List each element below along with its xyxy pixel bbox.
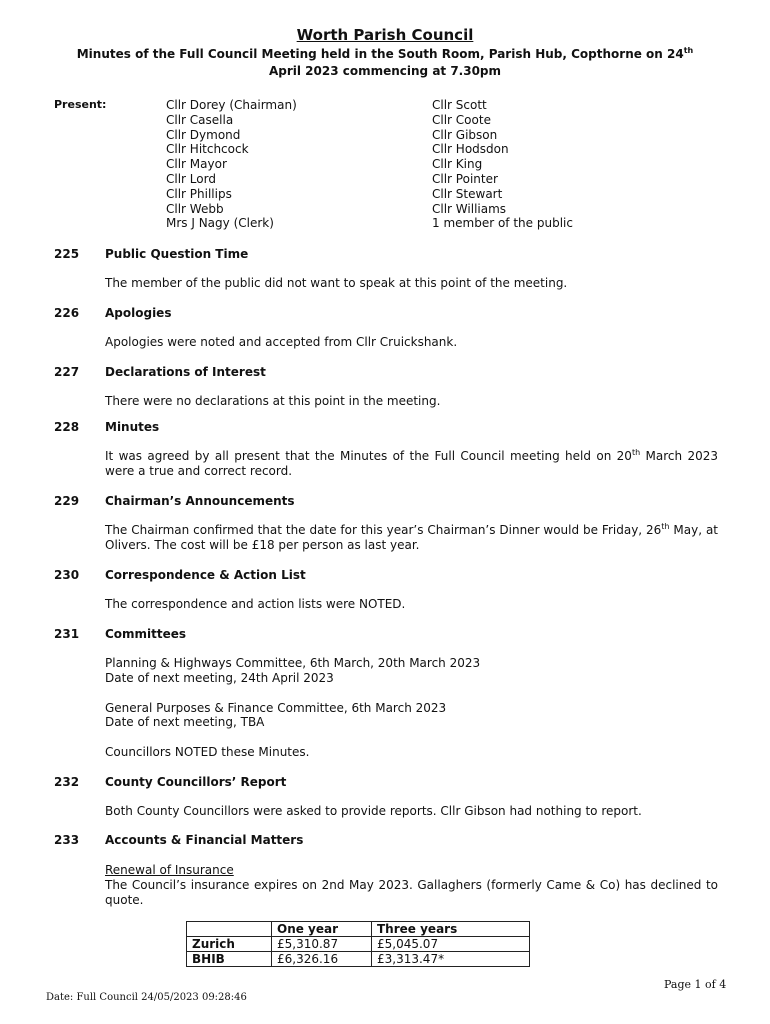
section-number: 230	[54, 568, 80, 582]
text-sup: th	[661, 522, 670, 531]
table-row	[187, 937, 530, 952]
attendee: Cllr Dymond	[166, 127, 241, 142]
table-header-row	[187, 922, 530, 937]
section-subheading: Renewal of Insurance	[105, 863, 234, 877]
section-text	[105, 523, 718, 553]
section-heading: Committees	[105, 627, 187, 641]
subtitle-sup: th	[683, 46, 694, 55]
present-list-right	[432, 98, 573, 231]
attendee: Cllr King	[432, 157, 483, 172]
section-number: 231	[54, 627, 80, 641]
present-list-left	[166, 98, 297, 231]
section-text: Date of next meeting, 24th April 2023	[105, 671, 334, 685]
section-text: Both County Councillors were asked to provide reports. Cllr Gibson had nothing to report.	[105, 804, 642, 818]
section-text: Date of next meeting, TBA	[105, 715, 265, 729]
section-number: 233	[54, 833, 80, 847]
attendee: Cllr Gibson	[432, 127, 498, 142]
attendee: Cllr Hodsdon	[432, 142, 509, 157]
table-cell: BHIB	[187, 952, 272, 967]
text-part: May, at Olivers. The cost will be £18 per person as last year.	[105, 523, 719, 552]
document-subtitle	[50, 46, 720, 80]
section-text: Apologies were noted and accepted from Cllr Cruickshank.	[105, 335, 458, 349]
table-header-cell: Three years	[372, 922, 530, 937]
document-title: Worth Parish Council	[296, 26, 474, 44]
attendee: Cllr Webb	[166, 201, 224, 216]
section-heading: Chairman’s Announcements	[105, 494, 295, 508]
text-part: The Chairman confirmed that the date for this year’s Chairman’s Dinner would be Friday, 26	[105, 523, 662, 537]
subtitle-line1: Minutes of the Full Council Meeting held in the South Room, Parish Hub, Copthorne on 24	[76, 47, 684, 61]
section-number: 227	[54, 365, 80, 379]
section-number: 225	[54, 247, 80, 261]
section-text: General Purposes & Finance Committee, 6th March 2023	[105, 701, 447, 715]
attendee: Cllr Stewart	[432, 186, 503, 201]
section-number: 232	[54, 775, 80, 789]
attendee: Cllr Coote	[432, 112, 491, 127]
section-number: 228	[54, 420, 80, 434]
section-heading: Correspondence & Action List	[105, 568, 306, 582]
attendee: Cllr Lord	[166, 171, 216, 186]
section-heading: Public Question Time	[105, 247, 249, 261]
table-row	[187, 952, 530, 967]
attendee: Mrs J Nagy (Clerk)	[166, 216, 274, 231]
table-cell: Zurich	[187, 937, 272, 952]
section-number: 226	[54, 306, 80, 320]
section-text: Planning & Highways Committee, 6th March, 20th March 2023	[105, 656, 481, 670]
section-text	[105, 449, 718, 479]
attendee: Cllr Williams	[432, 201, 507, 216]
section-text: The member of the public did not want to speak at this point of the meeting.	[105, 276, 568, 290]
section-text: The correspondence and action lists were NOTED.	[105, 597, 406, 611]
table-cell: £5,310.87	[272, 937, 372, 952]
attendee: Cllr Dorey (Chairman)	[166, 98, 297, 112]
section-heading: Apologies	[105, 306, 172, 320]
attendee: Cllr Hitchcock	[166, 142, 249, 157]
section-text: There were no declarations at this point in the meeting.	[105, 394, 441, 408]
table-header-cell	[187, 922, 272, 937]
section-number: 229	[54, 494, 80, 508]
section-text: Councillors NOTED these Minutes.	[105, 745, 310, 759]
footer-date: Date: Full Council 24/05/2023 09:28:46	[46, 992, 247, 1003]
table-cell: £6,326.16	[272, 952, 372, 967]
section-heading: County Councillors’ Report	[105, 775, 287, 789]
attendee: 1 member of the public	[432, 216, 573, 231]
subtitle-line2: April 2023 commencing at 7.30pm	[268, 64, 502, 78]
present-label: Present:	[54, 98, 107, 111]
text-part: March 2023 were a true and correct record.	[105, 449, 718, 478]
page-number: Page 1 of 4	[664, 978, 727, 991]
table-cell: £5,045.07	[372, 937, 530, 952]
text-part: It was agreed by all present that the Minutes of the Full Council meeting held on 20	[105, 449, 632, 463]
attendee: Cllr Pointer	[432, 171, 498, 186]
insurance-table	[186, 921, 530, 967]
attendee: Cllr Phillips	[166, 186, 232, 201]
section-heading: Declarations of Interest	[105, 365, 266, 379]
section-text: The Council’s insurance expires on 2nd May 2023. Gallaghers (formerly Came & Co) has declined to quote.	[105, 878, 718, 907]
text-sup: th	[631, 448, 641, 457]
section-heading: Accounts & Financial Matters	[105, 833, 304, 847]
table-header-cell: One year	[272, 922, 372, 937]
section-heading: Minutes	[105, 420, 160, 434]
attendee: Cllr Casella	[166, 112, 234, 127]
attendee: Cllr Scott	[432, 98, 487, 112]
table-cell: £3,313.47*	[372, 952, 530, 967]
attendee: Cllr Mayor	[166, 157, 227, 172]
